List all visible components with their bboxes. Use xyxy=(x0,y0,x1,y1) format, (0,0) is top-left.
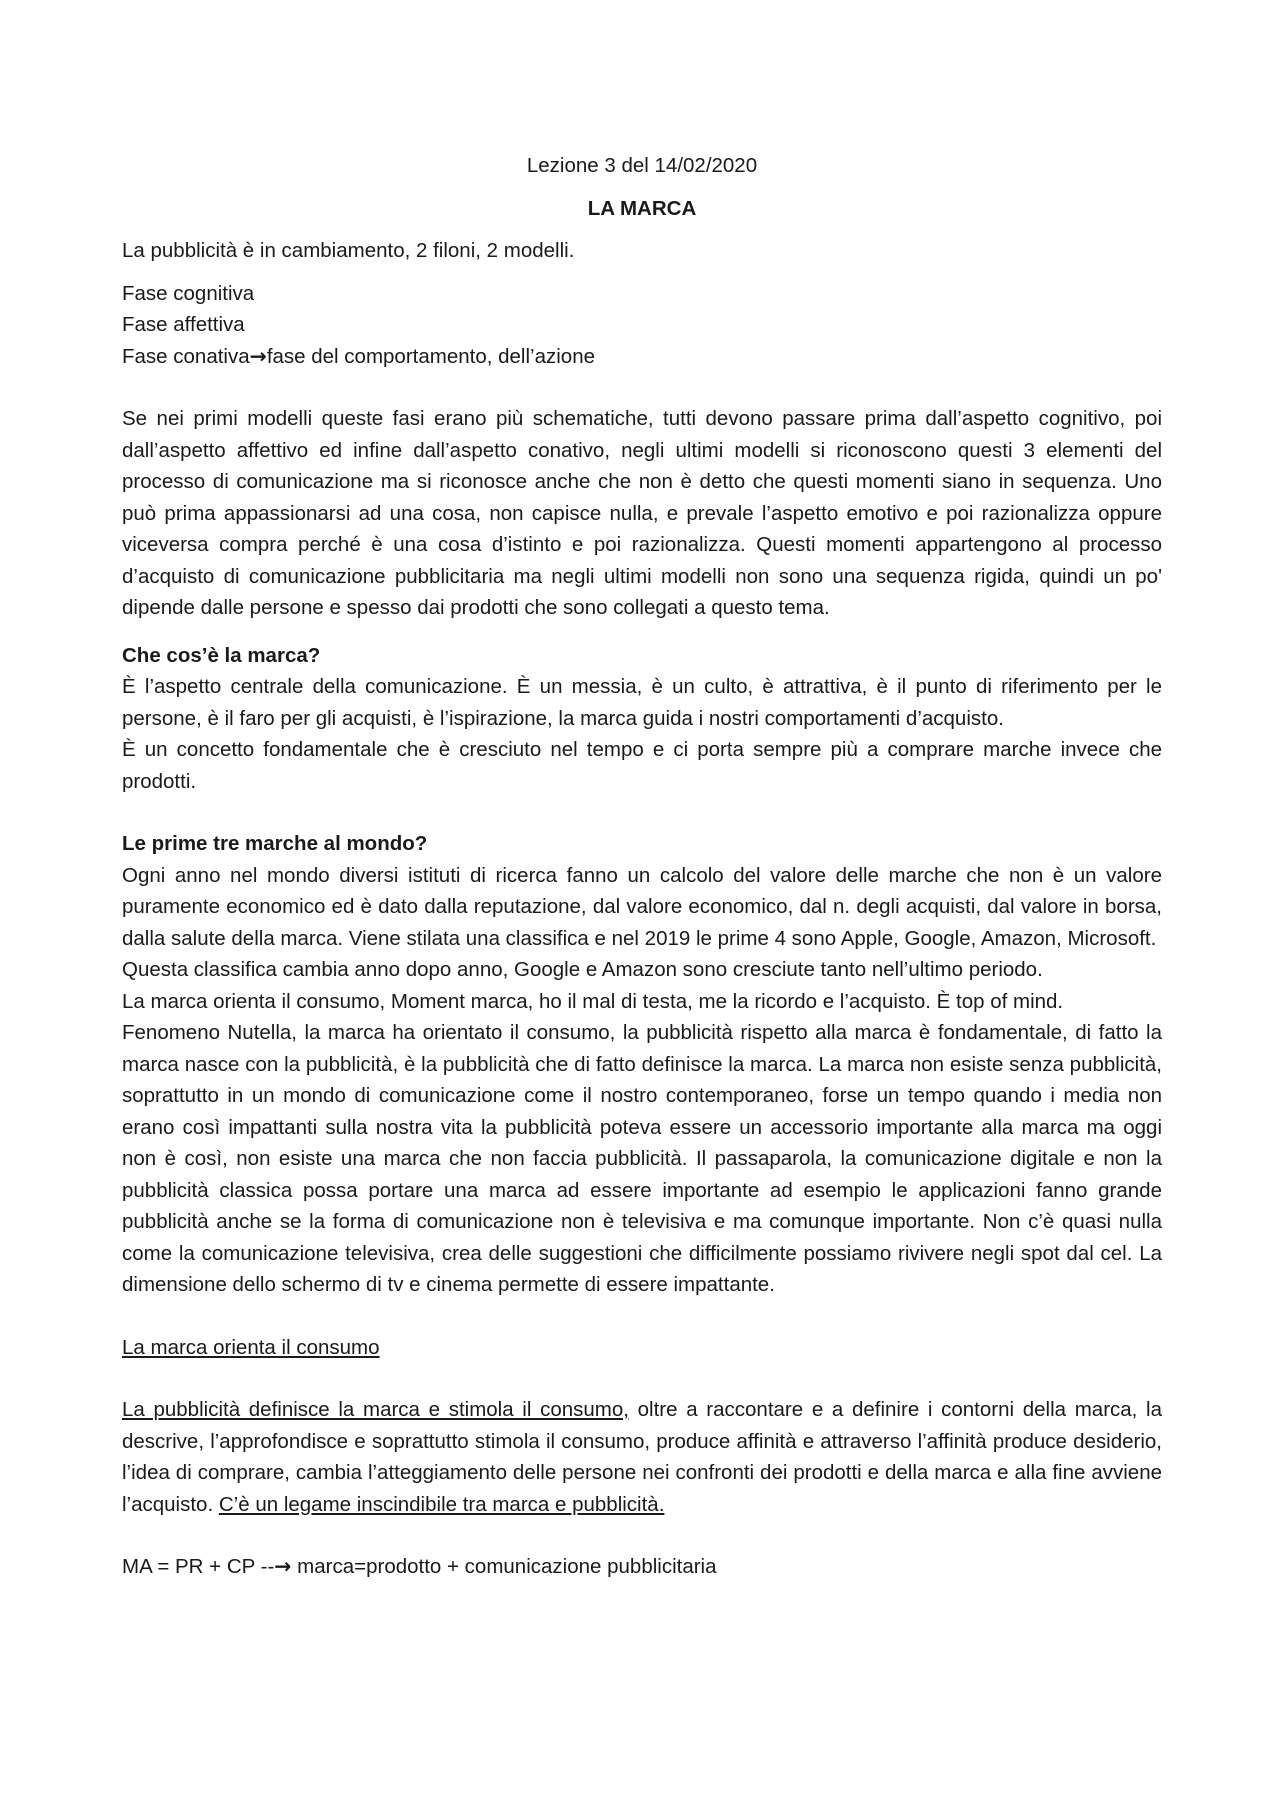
page-title: LA MARCA xyxy=(587,196,697,220)
formula-right: marca=prodotto + comunicazione pubblicitaria xyxy=(291,1555,717,1578)
final-middle: oltre a raccontare e a definire i contorni della marca, la descrive, l’approfondisce e soprattutto stimola il consumo, produce affinità e attraverso l’affinità produce desiderio, l’idea di comprare, cambia l’atteggiamento delle persone nei confronti dei prodotti e della marca e alla fine avviene l’acquisto. xyxy=(122,1398,1163,1516)
final-underlined-end: C’è un legame inscindibile tra marca e pubblicità. xyxy=(218,1492,665,1516)
top-paragraph-4: Fenomeno Nutella, la marca ha orientato il consumo, la pubblicità rispetto alla marca è fondamentale, di fatto la marca nasce con la pubblicità, è la pubblicità che di fatto definisce la marca. La marca non esiste senza pubblicità, soprattutto in un mondo di comunicazione come il nostro contemporaneo, forse un tempo quando i media non erano così impattanti sulla nostra vita la pubblicità poteva essere un accessorio importante alla marca ma oggi non è così, non esiste una marca che non faccia pubblicità. Il passaparola, la comunicazione digitale e non la pubblicità classica possa portare una marca ad essere importante ad esempio le applicazioni fanno grande pubblicità anche se la forma di comunicazione non è televisiva e ma comunque importante. Non c’è quasi nulla come la comunicazione televisiva, crea delle suggestioni che difficilmente possiamo rivivere negli spot dal cel. La dimensione dello schermo di tv e cinema permette di essere impattante. xyxy=(122,1021,1162,1296)
marca-paragraph-1: È l’aspetto centrale della comunicazione. È un messia, è un culto, è attrattiva, è il punto di riferimento per le persone, è il faro per gli acquisti, è l’ispirazione, la marca guida i nostri comportamenti d’acquisto. xyxy=(122,675,1162,730)
underlined-heading: La marca orienta il consumo xyxy=(122,1335,380,1359)
lesson-date: Lezione 3 del 14/02/2020 xyxy=(526,154,758,177)
phase-conative-desc: fase del comportamento, dell’azione xyxy=(266,344,596,368)
phase-conative-label: Fase conativa xyxy=(122,344,250,368)
phase-affective: Fase affettiva xyxy=(122,313,245,336)
formula-line xyxy=(122,1551,1162,1583)
section-heading-marca: Che cos’è la marca? xyxy=(122,643,321,667)
arrow-right-icon: → xyxy=(249,343,267,368)
final-underlined-start: La pubblicità definisce la marca e stimola il consumo, xyxy=(122,1398,629,1421)
models-paragraph: Se nei primi modelli queste fasi erano più schematiche, tutti devono passare prima dall’aspetto cognitivo, poi dall’aspetto affettivo ed infine dall’aspetto conativo, negli ultimi modelli si riconoscono questi 3 elementi del processo di comunicazione ma si riconosce anche che non è detto che questi momenti siano in sequenza. Uno può prima appassionarsi ad una cosa, non capisce nulla, e prevale l’aspetto emotivo e poi razionalizza oppure viceversa compra perché è una cosa d’istinto e poi razionalizza. Questi momenti appartengono al processo d’acquisto di comunicazione pubblicitaria ma negli ultimi modelli non sono una sequenza rigida, quindi un po' dipende dalle persone e spesso dai prodotti che sono collegati a questo tema. xyxy=(122,407,1162,619)
top-paragraph-3: La marca orienta il consumo, Moment marca, ho il mal di testa, me la ricordo e l’acquisto. È top of mind. xyxy=(122,989,1064,1013)
arrow-right-icon: → xyxy=(274,1554,292,1578)
formula-left: MA = PR + CP -- xyxy=(122,1555,275,1578)
section-heading-top-brands: Le prime tre marche al mondo? xyxy=(122,832,428,855)
marca-paragraph-2: È un concetto fondamentale che è cresciuto nel tempo e ci porta sempre più a comprare marche invece che prodotti. xyxy=(122,738,1162,793)
top-paragraph-1: Ogni anno nel mondo diversi istituti di ricerca fanno un calcolo del valore delle marche che non è un valore puramente economico ed è dato dalla reputazione, dal valore economico, dal n. degli acquisti, dal valore in borsa, dalla salute della marca. Viene stilata una classifica e nel 2019 le prime 4 sono Apple, Google, Amazon, Microsoft. xyxy=(122,863,1162,950)
phase-conative xyxy=(122,341,1162,373)
document-body xyxy=(122,150,1162,1583)
final-paragraph xyxy=(122,1394,1162,1520)
intro-line: La pubblicità è in cambiamento, 2 filoni, 2 modelli. xyxy=(122,239,575,262)
phase-cognitive: Fase cognitiva xyxy=(122,281,255,305)
top-paragraph-2: Questa classifica cambia anno dopo anno, Google e Amazon sono cresciute tanto nell’ultimo periodo. xyxy=(122,958,1043,981)
